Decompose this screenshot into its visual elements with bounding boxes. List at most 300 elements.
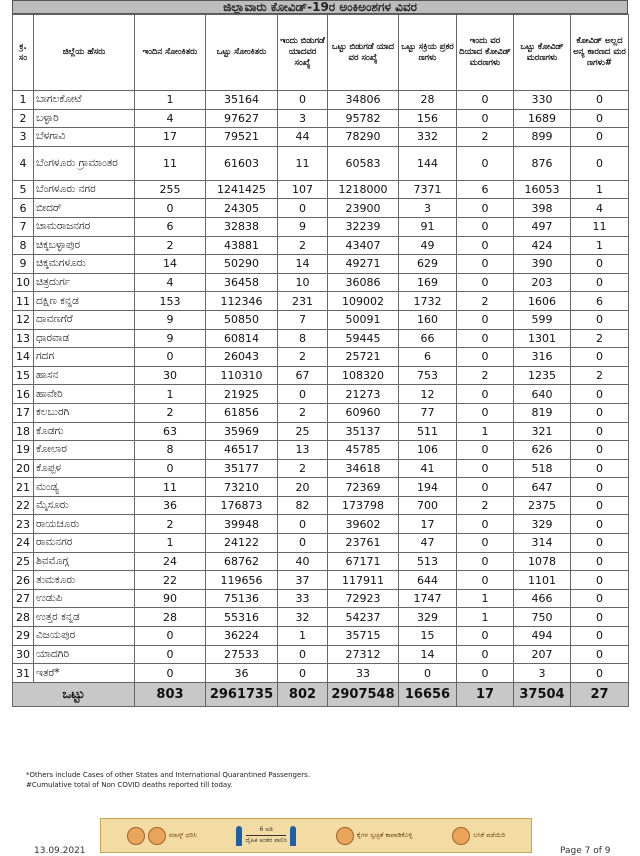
value-cell: 0 <box>457 664 514 683</box>
table-row <box>13 664 629 683</box>
value-cell: 6 <box>457 180 514 199</box>
serial-cell: 6 <box>13 199 34 218</box>
serial-cell: 14 <box>13 348 34 367</box>
district-name-cell: ಕೊಡಗು <box>34 422 135 441</box>
serial-cell: 25 <box>13 552 34 571</box>
table-row <box>13 366 629 385</box>
table-row <box>13 608 629 627</box>
value-cell: 629 <box>399 255 457 274</box>
value-cell: 2 <box>135 236 206 255</box>
district-name-cell: ಗದಗ <box>34 348 135 367</box>
table-row <box>13 385 629 404</box>
value-cell: 0 <box>571 310 629 329</box>
table-row <box>13 589 629 608</box>
value-cell: 0 <box>571 552 629 571</box>
serial-cell: 18 <box>13 422 34 441</box>
district-name-cell: ಚಿತ್ರದುರ್ಗ <box>34 273 135 292</box>
value-cell: 11 <box>135 478 206 497</box>
person-icon <box>290 826 296 846</box>
value-cell: 54237 <box>328 608 399 627</box>
table-row <box>13 180 629 199</box>
value-cell: 1732 <box>399 292 457 311</box>
value-cell: 2 <box>278 403 328 422</box>
value-cell: 0 <box>457 385 514 404</box>
value-cell: 0 <box>571 422 629 441</box>
value-cell: 207 <box>514 645 571 664</box>
district-name-cell: ಧಾರವಾಡ <box>34 329 135 348</box>
value-cell: 0 <box>571 608 629 627</box>
value-cell: 1 <box>571 236 629 255</box>
serial-cell: 26 <box>13 571 34 590</box>
value-cell: 1 <box>135 91 206 110</box>
table-row <box>13 627 629 646</box>
value-cell: 0 <box>571 534 629 553</box>
table-row <box>13 534 629 553</box>
serial-cell: 8 <box>13 236 34 255</box>
header-cell: ಇಂದು ಬಿಡುಗಡೆ ಯಾದವರ ಸಂಖ್ಯೆ <box>278 15 328 91</box>
vaccine-text: ಲಸಿಕೆ ಪಡೆಯಿರಿ <box>473 831 506 839</box>
value-cell: 72369 <box>328 478 399 497</box>
value-cell: 60814 <box>206 329 278 348</box>
district-name-cell: ದಕ್ಷಿಣ ಕನ್ನಡ <box>34 292 135 311</box>
value-cell: 63 <box>135 422 206 441</box>
serial-cell: 28 <box>13 608 34 627</box>
header-row <box>13 15 629 91</box>
district-name-cell: ವಿಜಯಪುರ <box>34 627 135 646</box>
header-cell: ಜಿಲ್ಲೆಯ ಹೆಸರು <box>34 15 135 91</box>
value-cell: 36458 <box>206 273 278 292</box>
value-cell: 10 <box>278 273 328 292</box>
value-cell: 14 <box>135 255 206 274</box>
value-cell: 28 <box>135 608 206 627</box>
value-cell: 95782 <box>328 109 399 128</box>
table-row <box>13 329 629 348</box>
value-cell: 4 <box>571 199 629 218</box>
value-cell: 25721 <box>328 348 399 367</box>
footnote-non-covid: #Cumulative total of Non COVID deaths reported till today. <box>26 781 233 789</box>
district-name-cell: ಉತ್ತರ ಕನ್ನಡ <box>34 608 135 627</box>
value-cell: 0 <box>571 91 629 110</box>
value-cell: 0 <box>571 348 629 367</box>
value-cell: 0 <box>457 273 514 292</box>
value-cell: 0 <box>278 91 328 110</box>
value-cell: 2 <box>571 329 629 348</box>
value-cell: 0 <box>457 627 514 646</box>
value-cell: 644 <box>399 571 457 590</box>
value-cell: 35137 <box>328 422 399 441</box>
value-cell: 8 <box>135 441 206 460</box>
value-cell: 25 <box>278 422 328 441</box>
value-cell: 9 <box>278 217 328 236</box>
value-cell: 0 <box>571 589 629 608</box>
value-cell: 109002 <box>328 292 399 311</box>
value-cell: 0 <box>571 146 629 180</box>
value-cell: 67171 <box>328 552 399 571</box>
value-cell: 44 <box>278 128 328 147</box>
value-cell: 0 <box>457 459 514 478</box>
serial-cell: 15 <box>13 366 34 385</box>
total-cell: 17 <box>457 682 514 706</box>
value-cell: 176873 <box>206 496 278 515</box>
value-cell: 2 <box>457 366 514 385</box>
value-cell: 0 <box>399 664 457 683</box>
value-cell: 6 <box>571 292 629 311</box>
value-cell: 0 <box>278 645 328 664</box>
value-cell: 0 <box>457 515 514 534</box>
serial-cell: 30 <box>13 645 34 664</box>
vaccine-icon <box>452 827 470 845</box>
table-row <box>13 422 629 441</box>
table-row <box>13 109 629 128</box>
serial-cell: 27 <box>13 589 34 608</box>
header-cell: ಒಟ್ಟು ಕೋವಿಡ್ ಮರಣಗಳು <box>514 15 571 91</box>
table-row <box>13 199 629 218</box>
total-cell: 803 <box>135 682 206 706</box>
value-cell: 0 <box>278 385 328 404</box>
serial-cell: 19 <box>13 441 34 460</box>
value-cell: 750 <box>514 608 571 627</box>
report-date: 13.09.2021 <box>34 846 86 856</box>
value-cell: 24305 <box>206 199 278 218</box>
page-title: ಜಿಲ್ಲಾವಾರು ಕೋವಿಡ್-19ರ ಅಂಕಿಅಂಶಗಳ ವಿವರ <box>12 0 628 14</box>
value-cell: 67 <box>278 366 328 385</box>
value-cell: 40 <box>278 552 328 571</box>
page-number: Page 7 of 9 <box>560 846 611 856</box>
district-name-cell: ಹಾವೇರಿ <box>34 385 135 404</box>
serial-cell: 4 <box>13 146 34 180</box>
value-cell: 156 <box>399 109 457 128</box>
serial-cell: 21 <box>13 478 34 497</box>
district-name-cell: ಉಡುಪಿ <box>34 589 135 608</box>
value-cell: 0 <box>457 441 514 460</box>
value-cell: 513 <box>399 552 457 571</box>
value-cell: 11 <box>135 146 206 180</box>
district-name-cell: ದಾವಣಗೆರೆ <box>34 310 135 329</box>
district-name-cell: ಯಾದಗಿರಿ <box>34 645 135 664</box>
serial-cell: 23 <box>13 515 34 534</box>
value-cell: 2 <box>457 292 514 311</box>
value-cell: 23761 <box>328 534 399 553</box>
total-cell: 37504 <box>514 682 571 706</box>
table-row <box>13 146 629 180</box>
value-cell: 97627 <box>206 109 278 128</box>
value-cell: 321 <box>514 422 571 441</box>
value-cell: 231 <box>278 292 328 311</box>
value-cell: 75136 <box>206 589 278 608</box>
value-cell: 0 <box>135 348 206 367</box>
value-cell: 0 <box>571 128 629 147</box>
value-cell: 332 <box>399 128 457 147</box>
value-cell: 511 <box>399 422 457 441</box>
value-cell: 90 <box>135 589 206 608</box>
value-cell: 45785 <box>328 441 399 460</box>
value-cell: 329 <box>399 608 457 627</box>
value-cell: 0 <box>571 645 629 664</box>
value-cell: 11 <box>571 217 629 236</box>
value-cell: 626 <box>514 441 571 460</box>
value-cell: 640 <box>514 385 571 404</box>
masked-face-icon <box>148 827 166 845</box>
value-cell: 68762 <box>206 552 278 571</box>
header-cell: ಒಟ್ಟು ಸೋಂಕಿತರು <box>206 15 278 91</box>
value-cell: 2 <box>571 366 629 385</box>
value-cell: 66 <box>399 329 457 348</box>
handwash-section <box>336 827 413 845</box>
value-cell: 17 <box>135 128 206 147</box>
total-label: ಒಟ್ಟು <box>13 682 135 706</box>
serial-cell: 24 <box>13 534 34 553</box>
district-name-cell: ಬೆಂಗಳೂರು ನಗರ <box>34 180 135 199</box>
value-cell: 0 <box>571 664 629 683</box>
district-name-cell: ಕಲಬುರಗಿ <box>34 403 135 422</box>
serial-cell: 1 <box>13 91 34 110</box>
value-cell: 60960 <box>328 403 399 422</box>
value-cell: 390 <box>514 255 571 274</box>
value-cell: 23900 <box>328 199 399 218</box>
footnotes <box>26 770 310 790</box>
value-cell: 119656 <box>206 571 278 590</box>
value-cell: 0 <box>571 627 629 646</box>
total-row <box>13 682 629 706</box>
value-cell: 39948 <box>206 515 278 534</box>
serial-cell: 22 <box>13 496 34 515</box>
district-name-cell: ಇತರೆ* <box>34 664 135 683</box>
value-cell: 6 <box>135 217 206 236</box>
value-cell: 169 <box>399 273 457 292</box>
table-row <box>13 128 629 147</box>
value-cell: 599 <box>514 310 571 329</box>
value-cell: 0 <box>457 109 514 128</box>
header-cell: ಒಟ್ಟು ಸಕ್ರಿಯ ಪ್ರಕರಣಗಳು <box>399 15 457 91</box>
value-cell: 0 <box>135 664 206 683</box>
table-row <box>13 403 629 422</box>
handwash-icon <box>336 827 354 845</box>
distance-section <box>236 826 296 846</box>
value-cell: 753 <box>399 366 457 385</box>
value-cell: 61603 <box>206 146 278 180</box>
value-cell: 32239 <box>328 217 399 236</box>
value-cell: 73210 <box>206 478 278 497</box>
value-cell: 14 <box>399 645 457 664</box>
district-name-cell: ಮೈಸೂರು <box>34 496 135 515</box>
value-cell: 39602 <box>328 515 399 534</box>
value-cell: 899 <box>514 128 571 147</box>
value-cell: 1 <box>457 422 514 441</box>
value-cell: 35715 <box>328 627 399 646</box>
value-cell: 50850 <box>206 310 278 329</box>
value-cell: 106 <box>399 441 457 460</box>
header-cell: ಕೋವಿಡ್ ಅಲ್ಲದ ಅನ್ಯ ಕಾರಣದ ಮರಣಗಳು# <box>571 15 629 91</box>
value-cell: 13 <box>278 441 328 460</box>
value-cell: 0 <box>457 329 514 348</box>
value-cell: 203 <box>514 273 571 292</box>
value-cell: 15 <box>399 627 457 646</box>
value-cell: 0 <box>278 534 328 553</box>
value-cell: 518 <box>514 459 571 478</box>
value-cell: 0 <box>457 571 514 590</box>
total-cell: 2961735 <box>206 682 278 706</box>
value-cell: 59445 <box>328 329 399 348</box>
value-cell: 79521 <box>206 128 278 147</box>
value-cell: 21273 <box>328 385 399 404</box>
value-cell: 28 <box>399 91 457 110</box>
value-cell: 2 <box>457 128 514 147</box>
value-cell: 0 <box>457 348 514 367</box>
district-name-cell: ಬಳ್ಳಾರಿ <box>34 109 135 128</box>
value-cell: 255 <box>135 180 206 199</box>
value-cell: 0 <box>278 199 328 218</box>
table-row <box>13 645 629 664</box>
value-cell: 36224 <box>206 627 278 646</box>
value-cell: 1 <box>457 589 514 608</box>
handwash-text: ಕೈಗಳ ಸ್ವಚ್ಛತೆ ಕಾಪಾಡಿಕೊಳ್ಳಿ <box>356 831 413 839</box>
value-cell: 50091 <box>328 310 399 329</box>
value-cell: 37 <box>278 571 328 590</box>
value-cell: 0 <box>571 109 629 128</box>
serial-cell: 13 <box>13 329 34 348</box>
value-cell: 43407 <box>328 236 399 255</box>
value-cell: 1 <box>571 180 629 199</box>
value-cell: 8 <box>278 329 328 348</box>
value-cell: 4 <box>135 273 206 292</box>
table-row <box>13 515 629 534</box>
value-cell: 329 <box>514 515 571 534</box>
table-row <box>13 478 629 497</box>
header-cell: ಇಂದು ವರದಿಯಾದ ಕೋವಿಡ್ ಮರಣಗಳು <box>457 15 514 91</box>
value-cell: 0 <box>457 534 514 553</box>
value-cell: 0 <box>571 441 629 460</box>
header-cell: ಒಟ್ಟು ಬಿಡುಗಡೆ ಯಾದವರ ಸಂಖ್ಯೆ <box>328 15 399 91</box>
value-cell: 0 <box>457 236 514 255</box>
table-row <box>13 310 629 329</box>
table-row <box>13 236 629 255</box>
table-row <box>13 217 629 236</box>
footnote-others: *Others include Cases of other States and International Quarantined Passengers. <box>26 771 311 779</box>
serial-cell: 20 <box>13 459 34 478</box>
value-cell: 82 <box>278 496 328 515</box>
value-cell: 27533 <box>206 645 278 664</box>
value-cell: 35177 <box>206 459 278 478</box>
value-cell: 144 <box>399 146 457 180</box>
value-cell: 36086 <box>328 273 399 292</box>
table-row <box>13 459 629 478</box>
district-name-cell: ಬೀದರ್ <box>34 199 135 218</box>
district-name-cell: ರಾಯಚೂರು <box>34 515 135 534</box>
serial-cell: 11 <box>13 292 34 311</box>
district-name-cell: ಹಾಸನ <box>34 366 135 385</box>
value-cell: 0 <box>457 478 514 497</box>
serial-cell: 10 <box>13 273 34 292</box>
value-cell: 0 <box>135 645 206 664</box>
table-row <box>13 552 629 571</box>
serial-cell: 3 <box>13 128 34 147</box>
value-cell: 9 <box>135 310 206 329</box>
vaccine-section <box>452 827 505 845</box>
value-cell: 49 <box>399 236 457 255</box>
value-cell: 35969 <box>206 422 278 441</box>
serial-cell: 16 <box>13 385 34 404</box>
value-cell: 50290 <box>206 255 278 274</box>
district-name-cell: ಚಾಮರಾಜನಗರ <box>34 217 135 236</box>
value-cell: 876 <box>514 146 571 180</box>
table-row <box>13 91 629 110</box>
value-cell: 0 <box>457 552 514 571</box>
serial-cell: 29 <box>13 627 34 646</box>
value-cell: 91 <box>399 217 457 236</box>
value-cell: 0 <box>571 496 629 515</box>
value-cell: 330 <box>514 91 571 110</box>
value-cell: 3 <box>278 109 328 128</box>
value-cell: 0 <box>571 403 629 422</box>
mask-section <box>127 827 197 845</box>
value-cell: 398 <box>514 199 571 218</box>
value-cell: 0 <box>457 255 514 274</box>
value-cell: 2 <box>457 496 514 515</box>
value-cell: 2 <box>278 236 328 255</box>
value-cell: 1078 <box>514 552 571 571</box>
value-cell: 316 <box>514 348 571 367</box>
value-cell: 60583 <box>328 146 399 180</box>
value-cell: 494 <box>514 627 571 646</box>
value-cell: 1301 <box>514 329 571 348</box>
value-cell: 2 <box>135 515 206 534</box>
value-cell: 0 <box>457 310 514 329</box>
value-cell: 6 <box>399 348 457 367</box>
value-cell: 41 <box>399 459 457 478</box>
value-cell: 7 <box>278 310 328 329</box>
value-cell: 35164 <box>206 91 278 110</box>
value-cell: 0 <box>571 459 629 478</box>
value-cell: 61856 <box>206 403 278 422</box>
total-cell: 27 <box>571 682 629 706</box>
serial-cell: 17 <box>13 403 34 422</box>
value-cell: 1101 <box>514 571 571 590</box>
value-cell: 0 <box>278 664 328 683</box>
value-cell: 647 <box>514 478 571 497</box>
distance-value: 6 ಅಡಿ <box>259 826 273 833</box>
district-stats-table <box>12 14 629 707</box>
value-cell: 1 <box>135 534 206 553</box>
value-cell: 0 <box>135 199 206 218</box>
value-cell: 78290 <box>328 128 399 147</box>
value-cell: 21925 <box>206 385 278 404</box>
value-cell: 24 <box>135 552 206 571</box>
masked-face-icon <box>127 827 145 845</box>
value-cell: 22 <box>135 571 206 590</box>
value-cell: 0 <box>571 478 629 497</box>
value-cell: 173798 <box>328 496 399 515</box>
district-name-cell: ತುಮಕೂರು <box>34 571 135 590</box>
value-cell: 72923 <box>328 589 399 608</box>
value-cell: 1 <box>135 385 206 404</box>
distance-arrow-icon <box>246 835 286 836</box>
value-cell: 314 <box>514 534 571 553</box>
awareness-banner <box>100 818 532 853</box>
total-cell: 16656 <box>399 682 457 706</box>
table-row <box>13 441 629 460</box>
value-cell: 0 <box>135 627 206 646</box>
value-cell: 36 <box>135 496 206 515</box>
value-cell: 0 <box>457 146 514 180</box>
value-cell: 34618 <box>328 459 399 478</box>
district-name-cell: ಮಂಡ್ಯ <box>34 478 135 497</box>
value-cell: 1747 <box>399 589 457 608</box>
value-cell: 2 <box>278 348 328 367</box>
value-cell: 497 <box>514 217 571 236</box>
value-cell: 34806 <box>328 91 399 110</box>
value-cell: 194 <box>399 478 457 497</box>
value-cell: 108320 <box>328 366 399 385</box>
